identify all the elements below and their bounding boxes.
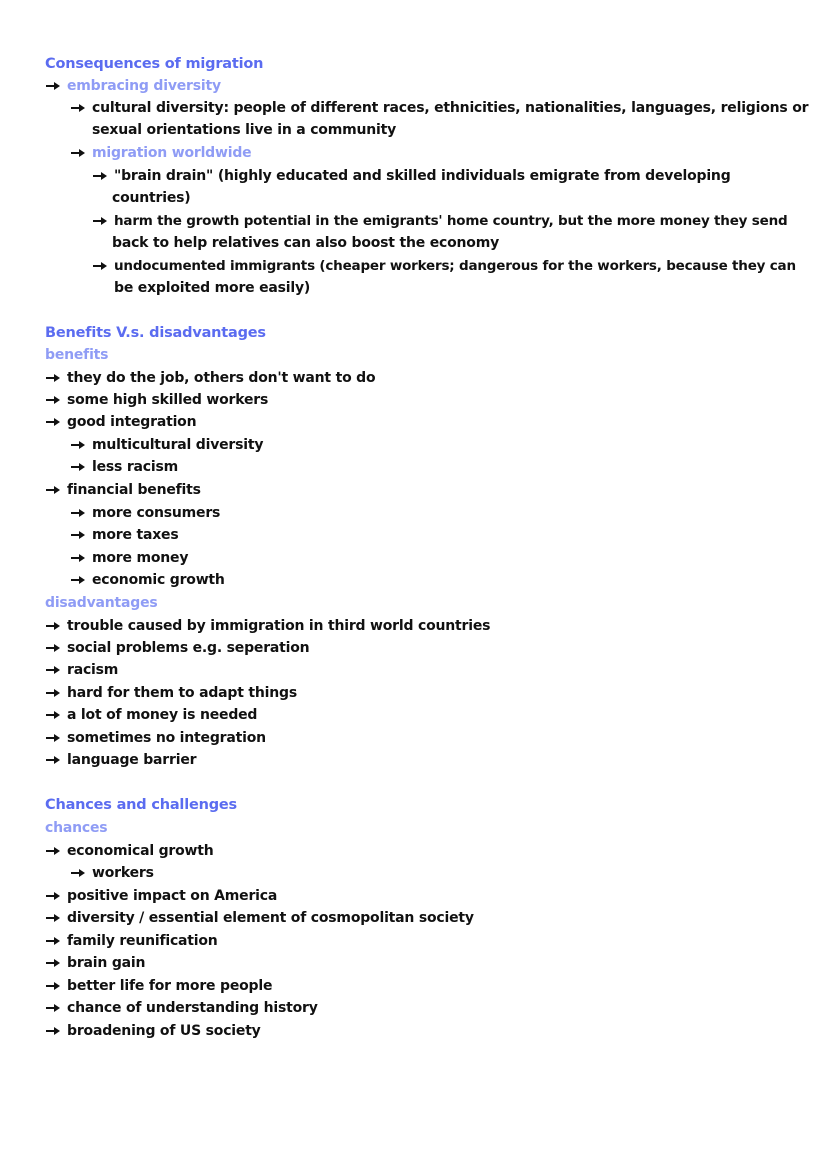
subheading-chances: chances bbox=[45, 820, 108, 836]
list-item bbox=[45, 840, 214, 862]
arrow-right-icon bbox=[45, 755, 61, 765]
item-text: chance of understanding history bbox=[67, 1000, 318, 1016]
item-text: family reunification bbox=[67, 933, 218, 949]
list-item bbox=[45, 637, 309, 659]
section-title-chances: Chances and challenges bbox=[45, 797, 237, 813]
section-title-benefits: Benefits V.s. disadvantages bbox=[45, 325, 266, 341]
list-item bbox=[45, 749, 196, 771]
arrow-right-icon bbox=[45, 733, 61, 743]
arrow-right-icon bbox=[45, 846, 61, 856]
arrow-right-icon bbox=[45, 643, 61, 653]
arrow-right-icon bbox=[45, 1026, 61, 1036]
arrow-right-icon bbox=[45, 417, 61, 427]
arrow-right-icon bbox=[70, 868, 86, 878]
item-text-continuation: countries) bbox=[112, 190, 191, 206]
arrow-right-icon bbox=[45, 395, 61, 405]
section-title-consequences: Consequences of migration bbox=[45, 56, 264, 72]
arrow-right-icon bbox=[45, 485, 61, 495]
list-item bbox=[45, 75, 221, 97]
list-item bbox=[45, 907, 474, 929]
item-text: economic growth bbox=[92, 572, 225, 588]
arrow-right-icon bbox=[70, 553, 86, 563]
list-item bbox=[92, 165, 731, 187]
item-text: broadening of US society bbox=[67, 1023, 261, 1039]
list-item bbox=[45, 727, 266, 749]
list-item bbox=[45, 389, 268, 411]
item-text: some high skilled workers bbox=[67, 392, 269, 408]
arrow-right-icon bbox=[45, 665, 61, 675]
arrow-right-icon bbox=[92, 216, 108, 226]
item-text: racism bbox=[67, 662, 119, 678]
arrow-right-icon bbox=[45, 913, 61, 923]
subheading-benefits: benefits bbox=[45, 347, 109, 363]
arrow-right-icon bbox=[45, 1003, 61, 1013]
item-text-continuation: sexual orientations live in a community bbox=[92, 122, 397, 138]
arrow-right-icon bbox=[45, 373, 61, 383]
item-text: better life for more people bbox=[67, 978, 273, 994]
arrow-right-icon bbox=[45, 891, 61, 901]
list-item bbox=[45, 659, 118, 681]
item-text: diversity / essential element of cosmopolitan society bbox=[67, 910, 474, 926]
item-text: more money bbox=[92, 550, 189, 566]
item-text: social problems e.g. seperation bbox=[67, 640, 310, 656]
list-item bbox=[45, 997, 318, 1019]
item-text: a lot of money is needed bbox=[67, 707, 258, 723]
arrow-right-icon bbox=[45, 81, 61, 91]
list-item bbox=[70, 502, 220, 524]
list-item bbox=[45, 952, 145, 974]
item-text: they do the job, others don't want to do bbox=[67, 370, 376, 386]
list-item bbox=[92, 255, 796, 277]
subheading-embracing: embracing diversity bbox=[67, 78, 221, 94]
list-item bbox=[45, 367, 375, 389]
item-text: positive impact on America bbox=[67, 888, 278, 904]
item-text: hard for them to adapt things bbox=[67, 685, 297, 701]
item-text: brain gain bbox=[67, 955, 146, 971]
arrow-right-icon bbox=[92, 261, 108, 271]
item-text: sometimes no integration bbox=[67, 730, 266, 746]
list-item bbox=[45, 930, 218, 952]
list-item bbox=[70, 862, 154, 884]
list-item bbox=[45, 885, 277, 907]
arrow-right-icon bbox=[92, 171, 108, 181]
list-item bbox=[45, 411, 196, 433]
arrow-right-icon bbox=[45, 710, 61, 720]
arrow-right-icon bbox=[70, 103, 86, 113]
list-item bbox=[45, 975, 272, 997]
item-text: more taxes bbox=[92, 527, 179, 543]
item-text: trouble caused by immigration in third world countries bbox=[67, 618, 491, 634]
list-item bbox=[70, 97, 808, 119]
list-item bbox=[92, 210, 787, 232]
list-item bbox=[70, 142, 251, 164]
arrow-right-icon bbox=[45, 688, 61, 698]
arrow-right-icon bbox=[70, 575, 86, 585]
list-item bbox=[45, 615, 490, 637]
item-text: "brain drain" (highly educated and skilled individuals emigrate from developing bbox=[114, 168, 731, 184]
item-text: good integration bbox=[67, 414, 197, 430]
arrow-right-icon bbox=[70, 462, 86, 472]
item-text: less racism bbox=[92, 459, 179, 475]
list-item bbox=[70, 569, 225, 591]
list-item bbox=[45, 479, 201, 501]
item-text: financial benefits bbox=[67, 482, 201, 498]
arrow-right-icon bbox=[45, 936, 61, 946]
list-item bbox=[70, 456, 178, 478]
list-item bbox=[45, 1020, 261, 1042]
item-text: multicultural diversity bbox=[92, 437, 264, 453]
item-text: workers bbox=[92, 865, 154, 881]
item-text: language barrier bbox=[67, 752, 197, 768]
list-item bbox=[70, 547, 188, 569]
arrow-right-icon bbox=[45, 981, 61, 991]
item-text-continuation: be exploited more easily) bbox=[114, 280, 311, 296]
arrow-right-icon bbox=[70, 440, 86, 450]
list-item bbox=[70, 434, 263, 456]
subheading-disadvantages: disadvantages bbox=[45, 595, 158, 611]
arrow-right-icon bbox=[45, 621, 61, 631]
item-text-continuation: back to help relatives can also boost the economy bbox=[112, 235, 500, 251]
arrow-right-icon bbox=[70, 148, 86, 158]
item-text: undocumented immigrants (cheaper workers; dangerous for the workers, because they can bbox=[114, 258, 796, 274]
arrow-right-icon bbox=[70, 508, 86, 518]
item-text: economical growth bbox=[67, 843, 214, 859]
list-item bbox=[45, 682, 297, 704]
subheading-worldwide: migration worldwide bbox=[92, 145, 252, 161]
item-text: cultural diversity: people of different races, ethnicities, nationalities, languages, religions or bbox=[92, 100, 809, 116]
list-item bbox=[70, 524, 178, 546]
item-text: more consumers bbox=[92, 505, 221, 521]
list-item bbox=[45, 704, 257, 726]
item-text: harm the growth potential in the emigrants' home country, but the more money they send bbox=[114, 213, 788, 229]
arrow-right-icon bbox=[70, 530, 86, 540]
arrow-right-icon bbox=[45, 958, 61, 968]
